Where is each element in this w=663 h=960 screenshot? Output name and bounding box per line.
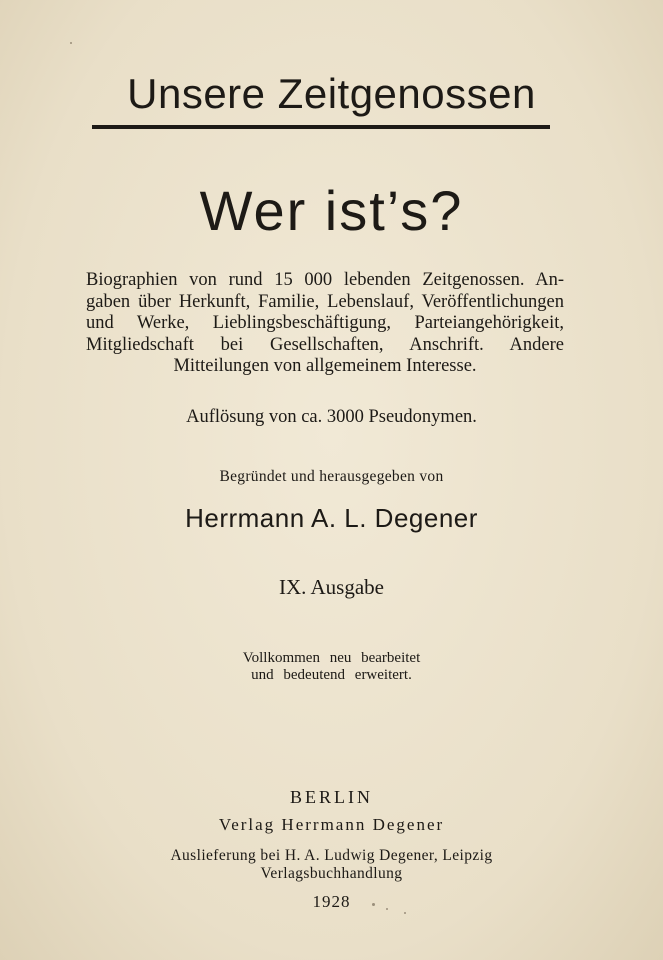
publisher-name: Verlag Herrmann Degener: [218, 815, 445, 834]
title-rule: [92, 125, 550, 129]
main-title: Wer ist’s?: [199, 179, 464, 242]
description-line: gaben über Herkunft, Familie, Lebenslauf, Veröffentlichungen: [86, 291, 564, 312]
edition-note-line: und bedeutend erweitert.: [251, 667, 412, 683]
founded-by-line: Begründet und herausgegeben von: [219, 468, 444, 485]
distribution-line: Auslieferung bei H. A. Ludwig Degener, Leipzig: [170, 847, 493, 864]
description-line: Mitteilungen von allgemeinem Interesse.: [173, 356, 477, 376]
pseudonyms-line: Auflösung von ca. 3000 Pseudonymen.: [186, 407, 477, 427]
edition-label: IX. Ausgabe: [279, 575, 384, 599]
paper-speck: [372, 903, 375, 906]
edition-note: [0, 650, 663, 684]
publication-year: 1928: [312, 892, 351, 911]
description-line: und Werke, Lieblingsbeschäftigung, Parteiangehörigkeit,: [86, 313, 564, 333]
description-line: Biographien von rund 15 000 lebenden Zeitgenossen. An-: [86, 270, 564, 290]
author-name: Herrmann A. L. Degener: [185, 503, 478, 533]
edition-note-line: Vollkommen neu bearbeitet: [242, 650, 421, 666]
series-title: Unsere Zeitgenossen: [127, 70, 536, 117]
paper-speck: [404, 912, 406, 914]
description-line: Mitgliedschaft bei Gesellschaften, Anschrift. Andere: [86, 334, 564, 355]
paper-speck: [386, 908, 388, 910]
bookshop-line: Verlagsbuchhandlung: [260, 865, 403, 882]
paper-speck: [70, 42, 72, 44]
publication-city: BERLIN: [290, 787, 373, 807]
description-paragraph: [86, 270, 564, 378]
